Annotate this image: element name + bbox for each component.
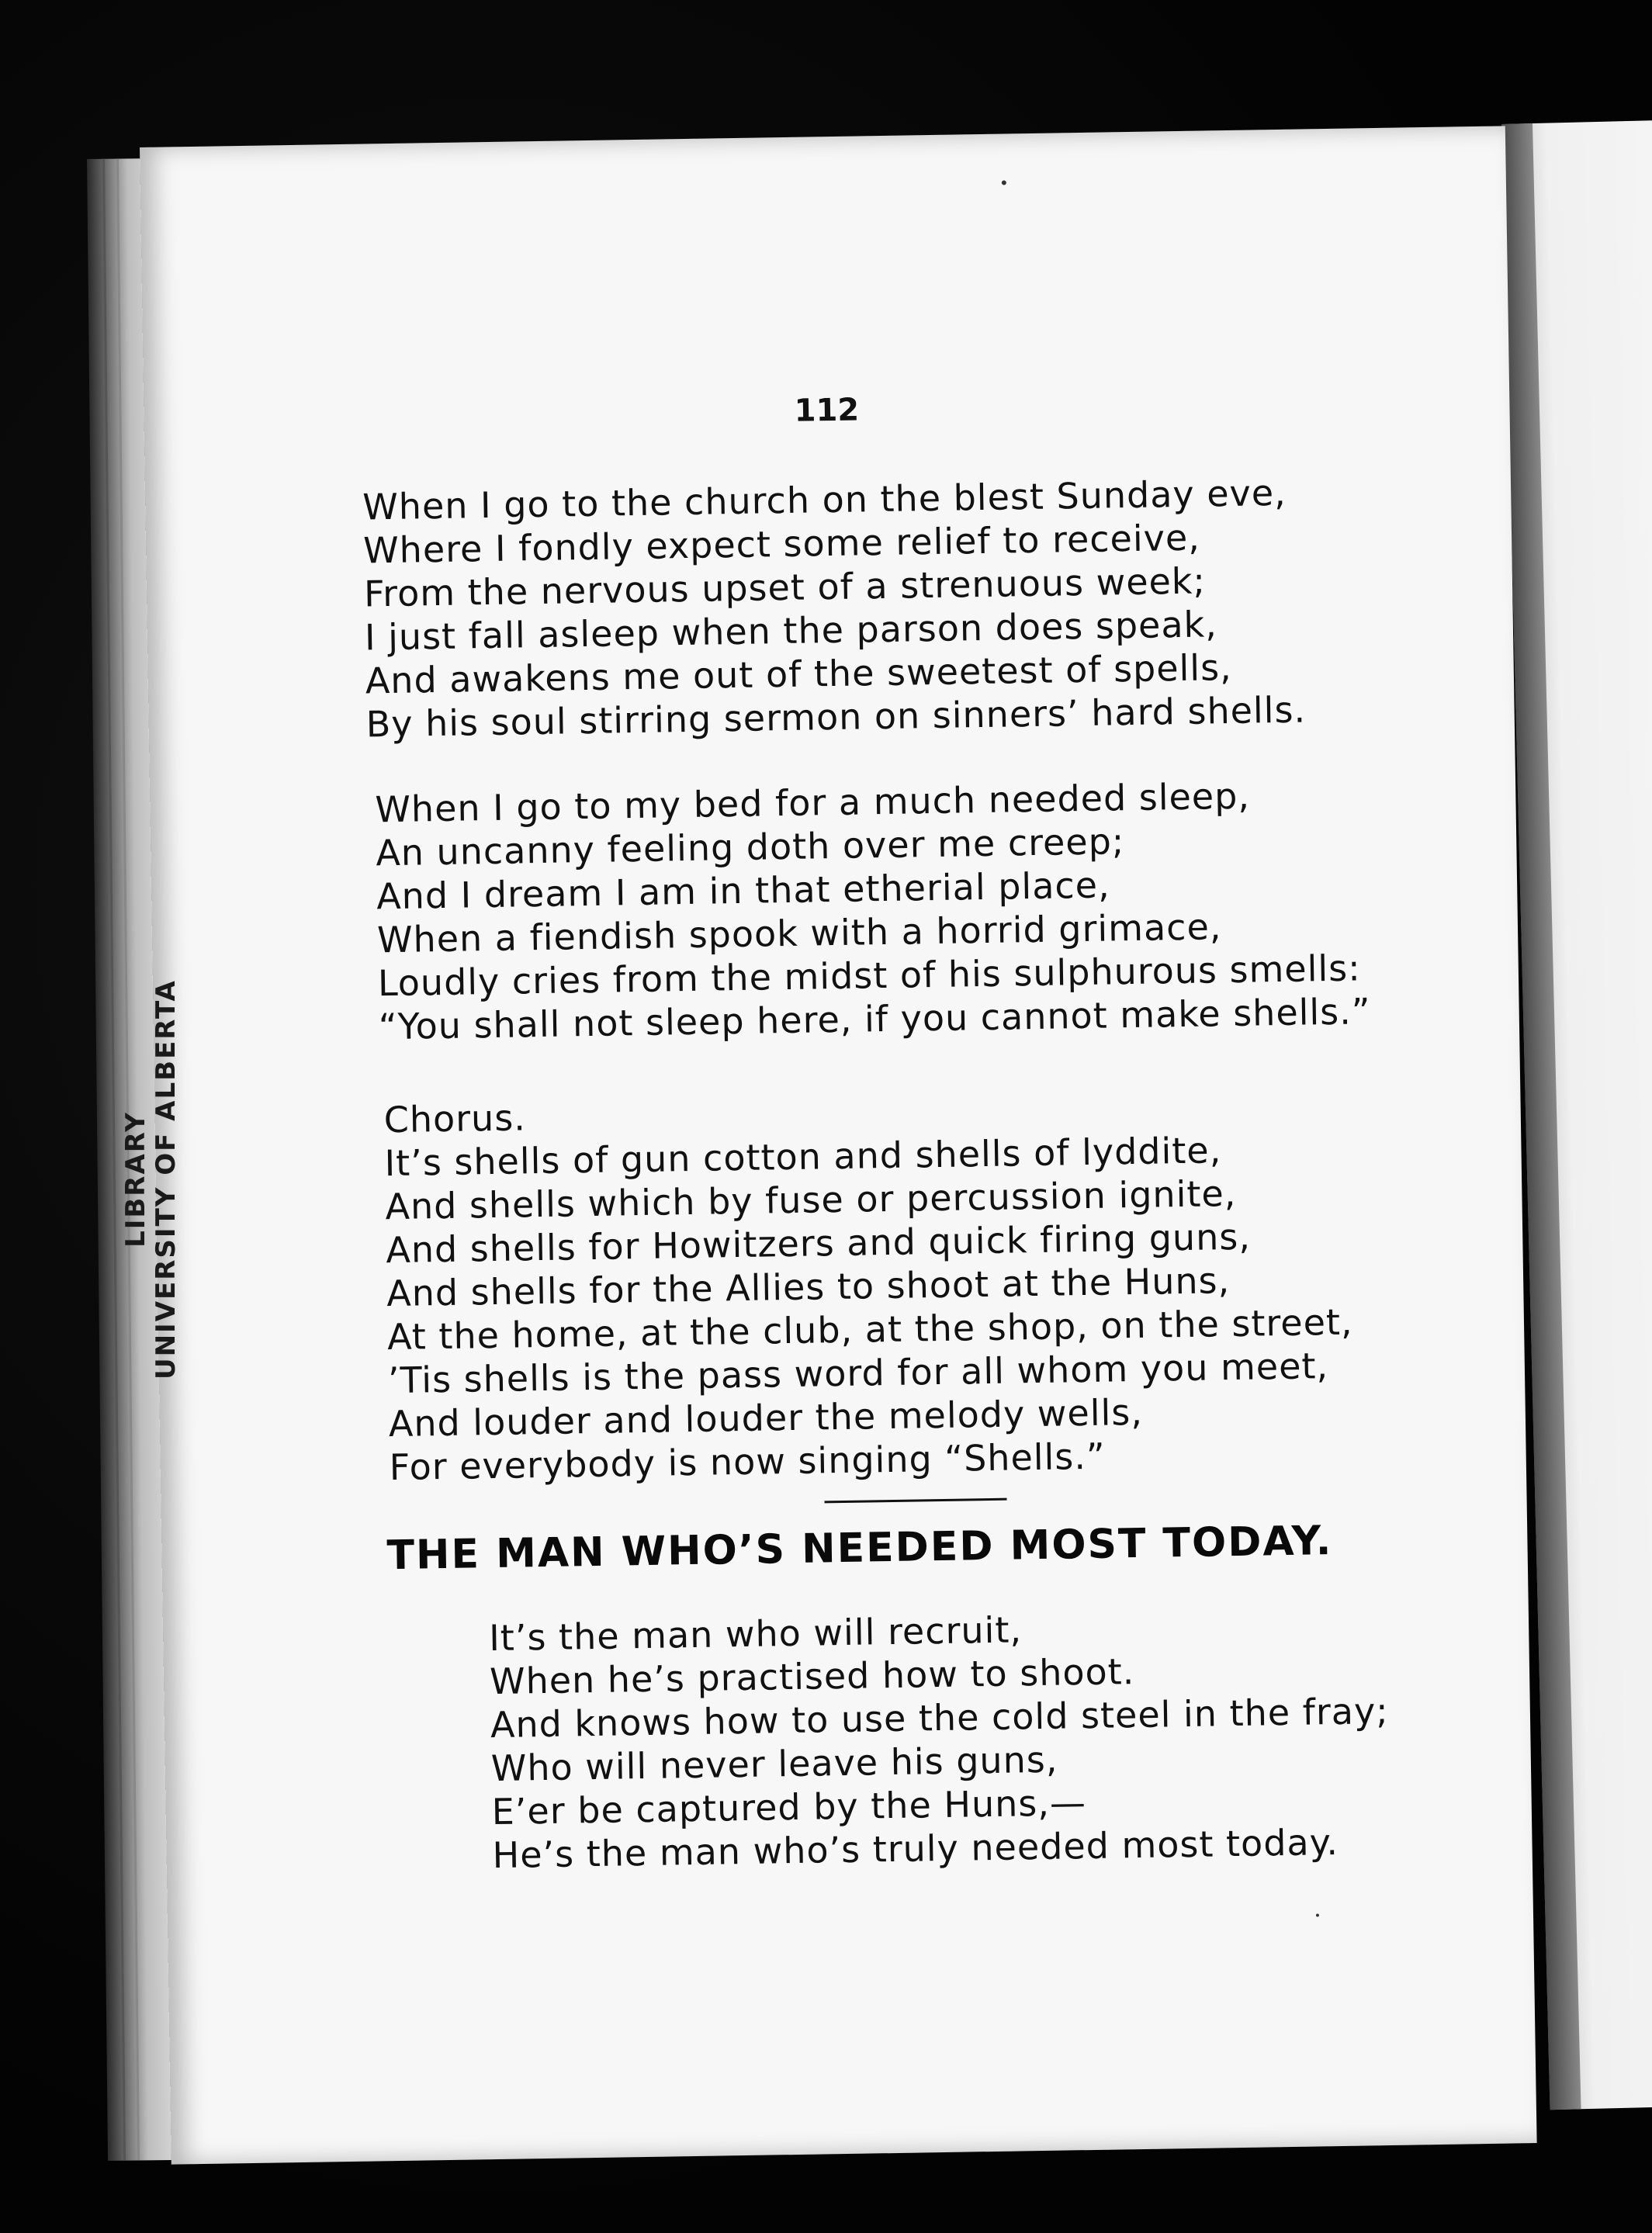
verse-line: ’Tis shells is the pass word for all whom you meet,	[387, 1345, 1329, 1402]
verse-line: “You shall not sleep here, if you cannot make shells.”	[378, 990, 1372, 1048]
verse-line: When a fiendish spook with a horrid grimace,	[376, 905, 1222, 961]
dust-speck	[1002, 180, 1006, 185]
verse-line: For everybody is now singing “Shells.”	[389, 1435, 1107, 1489]
page-number: 112	[794, 392, 860, 429]
verse-line: When I go to the church on the blest Sunday eve,	[362, 471, 1287, 528]
verse-line: And I dream I am in that etherial place,	[376, 864, 1111, 918]
verse-line: And knows how to use the cold steel in the fray;	[490, 1689, 1390, 1747]
verse-line: And louder and louder the melody wells,	[388, 1390, 1144, 1445]
dust-speck	[1316, 1913, 1319, 1916]
verse-line: Who will never leave his guns,	[490, 1738, 1058, 1790]
verse-line: And shells for Howitzers and quick firing guns,	[385, 1215, 1252, 1272]
stamp-line-library: LIBRARY	[119, 1111, 151, 1248]
verse-line: By his soul stirring sermon on sinners’ hard shells.	[365, 688, 1307, 746]
verse-line: An uncanny feeling doth over me creep;	[375, 820, 1125, 874]
verse-line: He’s the man who’s truly needed most today.	[492, 1821, 1339, 1877]
verse-line: When he’s practised how to shoot.	[489, 1650, 1135, 1703]
verse-stanza-1	[362, 471, 1307, 746]
verse-line: It’s the man who will recruit,	[488, 1608, 1023, 1660]
verse-line: At the home, at the club, at the shop, on the street,	[386, 1300, 1353, 1359]
verse-line: And awakens me out of the sweetest of spells,	[365, 646, 1233, 702]
verse-stanza-4	[489, 1602, 1391, 1877]
chorus-label: Chorus.	[383, 1096, 527, 1141]
stamp-line-university: UNIVERSITY OF ALBERTA	[151, 979, 182, 1380]
poem-title: THE MAN WHO’S NEEDED MOST TODAY.	[386, 1518, 1333, 1580]
verse-line: Where I fondly expect some relief to receive,	[362, 516, 1201, 572]
section-divider	[825, 1498, 1007, 1504]
chorus-stanza	[383, 1083, 1355, 1489]
verse-line: When I go to my bed for a much needed sleep,	[375, 774, 1251, 831]
library-stamp	[116, 869, 186, 1490]
verse-line: Loudly cries from the midst of his sulphurous smells:	[377, 947, 1362, 1005]
verse-line: And shells for the Allies to shoot at the Huns,	[386, 1259, 1231, 1315]
verse-stanza-2	[375, 772, 1371, 1048]
verse-line: E’er be captured by the Huns,—	[491, 1781, 1087, 1833]
verse-line: From the nervous upset of a strenuous week;	[363, 559, 1207, 615]
verse-line: It’s shells of gun cotton and shells of lyddite,	[384, 1129, 1222, 1185]
verse-line: I just fall asleep when the parson does speak,	[364, 603, 1218, 659]
book-page	[140, 126, 1537, 2164]
verse-line: And shells which by fuse or percussion ignite,	[385, 1172, 1237, 1228]
